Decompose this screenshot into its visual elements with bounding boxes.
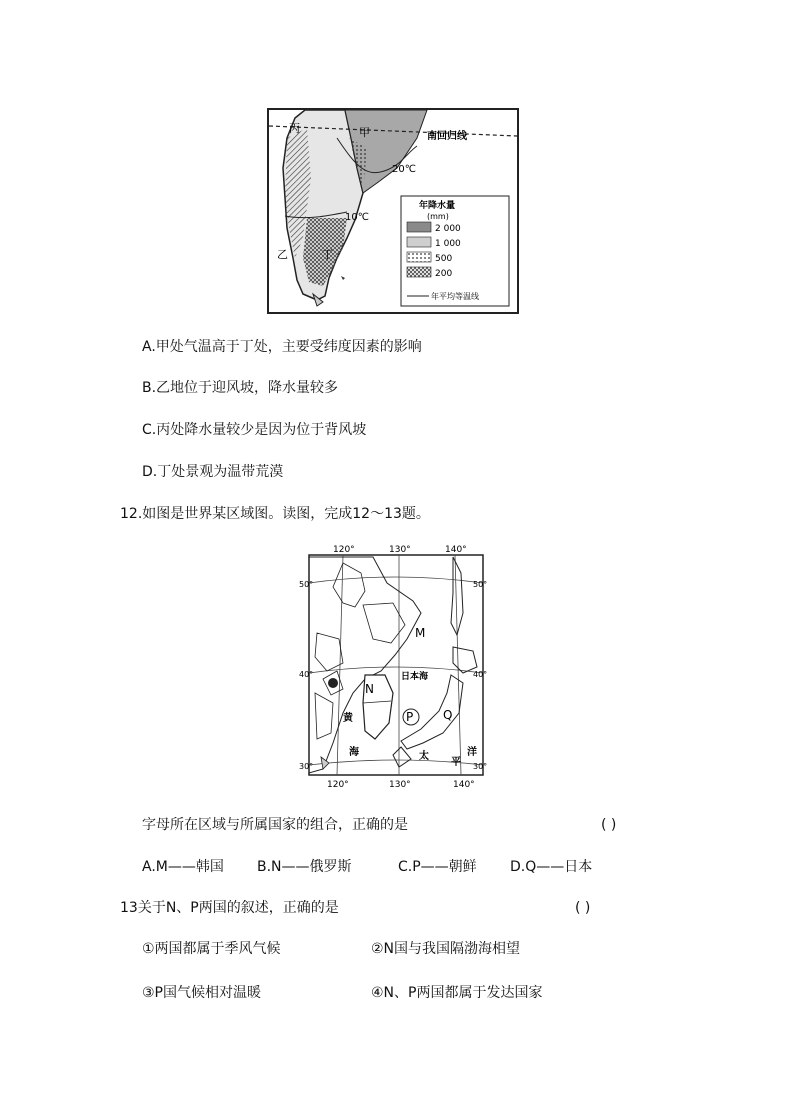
label-yellow-1: 黄 [343, 713, 353, 724]
q12-option-c: C.P——朝鲜 [398, 859, 477, 875]
label-iso20: 20℃ [392, 164, 416, 175]
label-bing: 丙 [289, 122, 300, 135]
legend-level-2: 1 000 [435, 239, 461, 249]
q13-statement-3: ③P国气候相对温暖 [142, 985, 261, 1001]
q11-option-d: D.丁处景观为温带荒漠 [142, 464, 284, 480]
q13-answer-bracket: ( ) [575, 900, 591, 916]
label-pacific-1: 太 [419, 751, 429, 762]
lon-top-140: 140° [445, 545, 467, 555]
legend-level-4: 200 [435, 269, 453, 279]
label-sea-of-japan: 日本海 [401, 672, 429, 682]
label-q: Q [443, 708, 453, 722]
q11-option-c: C.丙处降水量较少是因为位于背风坡 [142, 422, 367, 438]
label-tropic: 南回归线 [427, 131, 467, 142]
lat-right-50: 50° [473, 580, 488, 589]
legend-isotherm: 年平均等温线 [431, 292, 479, 301]
q12-option-d: D.Q——日本 [510, 859, 593, 875]
label-yellow-2: 海 [349, 747, 359, 758]
south-america-climate-map [267, 108, 519, 314]
lat-right-40: 40° [473, 670, 488, 679]
lon-bottom-140: 140° [453, 780, 475, 790]
lat-left-50: 50° [299, 580, 314, 589]
q12-stem: 字母所在区域与所属国家的组合，正确的是 [142, 817, 408, 833]
lon-bottom-130: 130° [389, 780, 411, 790]
q12-answer-bracket: ( ) [601, 817, 617, 833]
q11-option-a: A.甲处气温高于丁处，主要受纬度因素的影响 [142, 339, 422, 355]
label-iso10: 10℃ [345, 212, 369, 223]
label-pacific-2: 平 [451, 757, 461, 768]
q11-option-b: B.乙地位于迎风坡，降水量较多 [142, 380, 339, 396]
lon-bottom-120: 120° [327, 780, 349, 790]
label-n: N [365, 682, 374, 696]
q13-statement-2: ②N国与我国隔渤海相望 [371, 941, 521, 957]
q13-statement-1: ①两国都属于季风气候 [142, 941, 281, 957]
lat-left-40: 40° [299, 670, 314, 679]
legend-title: 年降水量 [419, 201, 456, 211]
q12-option-b: B.N——俄罗斯 [257, 859, 352, 875]
legend-level-1: 2 000 [435, 224, 461, 234]
legend-unit: (mm) [427, 212, 449, 221]
label-yi: 乙 [277, 248, 288, 261]
lon-top-120: 120° [333, 545, 355, 555]
label-jia: 甲 [359, 126, 370, 139]
q12-option-a: A.M——韩国 [142, 859, 224, 875]
q13-statement-4: ④N、P两国都属于发达国家 [371, 985, 543, 1001]
q13-stem: 13关于N、P两国的叙述，正确的是 [120, 900, 339, 916]
precipitation-legend [401, 196, 509, 306]
label-p: P [406, 710, 414, 724]
label-m: M [415, 626, 426, 640]
label-pacific-3: 洋 [467, 747, 477, 758]
lon-top-130: 130° [389, 545, 411, 555]
legend-level-3: 500 [435, 254, 453, 264]
lat-left-30: 30° [299, 762, 314, 771]
q12-intro: 12.如图是世界某区域图。读图，完成12～13题。 [120, 506, 430, 522]
lat-right-30: 30° [473, 762, 488, 771]
east-asia-map [299, 543, 489, 790]
label-ding: 丁 [322, 248, 333, 261]
